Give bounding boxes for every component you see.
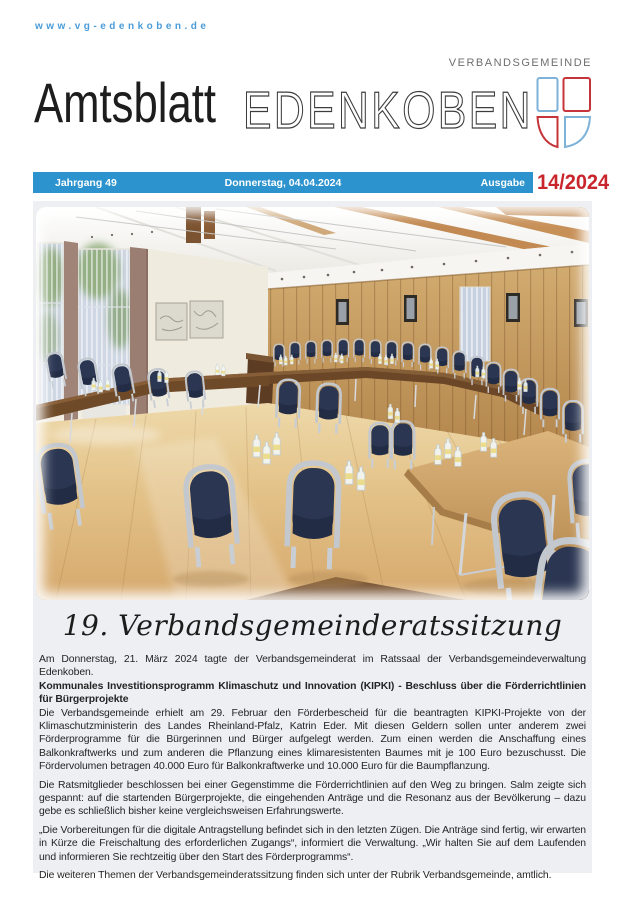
logo-quadrant-blue-icon	[538, 78, 558, 111]
article-body	[39, 653, 586, 883]
masthead-title: Amtsblatt	[34, 71, 217, 134]
issue-number: 14/2024	[537, 171, 610, 194]
article-paragraph: Die Ratsmitglieder beschlossen bei einer Gegenstimme die Förderrichtlinien auf den Weg zu bringen. Salm zeigte sich gespannt: auf die startenden Bürgerprojekte, die eingehenden Anträge und die Resonanz aus der Bevölkerung – dazu gebe es schließlich bisher keine vergleichsweisen Erfahrungswerte.	[39, 779, 586, 818]
logo-quadrant-red-icon	[564, 78, 591, 111]
article-paragraph: Am Donnerstag, 21. März 2024 tagte der Verbandsgemeinderat im Ratssaal der Verbandsgemeindeverwaltung Edenkoben.	[39, 654, 586, 679]
article-title: 19. Verbandsgemeinderatssitzung	[62, 609, 563, 642]
coat-of-arms-logo	[536, 77, 593, 154]
logo-quadrant-blue-curve-icon	[565, 117, 590, 147]
issue-date: Donnerstag, 04.04.2024	[224, 176, 342, 189]
issue-label: Ausgabe	[480, 176, 525, 189]
website-link[interactable]: www.vg-edenkoben.de	[35, 21, 210, 32]
article-paragraph: „Die Vorbereitungen für die digitale Antragstellung befindet sich in den letzten Zügen. Die Anträge sind fertig, wir erwarten in Kürze die Freischaltung des erforderlichen Zugangs“, informiert die Verwaltung. „Wir halten Sie auf dem Laufenden und informieren Sie rechtzeitig über den Start des Förderprogramms“.	[39, 824, 586, 863]
chamber-photo	[36, 207, 589, 600]
masthead-type-label: VERBANDSGEMEINDE	[448, 57, 592, 69]
issue-bar	[33, 172, 533, 193]
article-paragraph: Die weiteren Themen der Verbandsgemeinderatssitzung finden sich unter der Rubrik Verbandsgemeinde, amtlich.	[39, 870, 552, 882]
logo-quadrant-red-curve-icon	[538, 117, 558, 147]
article-paragraph-heading: Kommunales Investitionsprogramm Klimaschutz und Innovation (KIPKI) - Beschluss über die Förderrichtlinien für Bürgerprojekte	[39, 680, 586, 706]
issue-volume: Jahrgang 49	[55, 176, 117, 189]
masthead-municipality-name: EDENKOBEN	[243, 82, 533, 140]
article-paragraph: Die Verbandsgemeinde erhielt am 29. Februar den Förderbescheid für die beantragten KIPKI-Projekte von der Klimaschutzministerin des Landes Rheinland-Pfalz, Katrin Eder. Mit diesen Geldern sollen unter anderem zwei Förderprogramme für die Bürgerinnen und Bürger aufgelegt werden. Zum einen werden die Anschaffung eines Balkonkraftwerks und zum anderen die Pflanzung eines klimaresistenten Baumes mit je 100 Euro bezuschusst. Die Fördervolumen betragen 40.000 Euro für Balkonkraftwerke und 10.000 Euro für die Baumpflanzung.	[39, 707, 586, 773]
